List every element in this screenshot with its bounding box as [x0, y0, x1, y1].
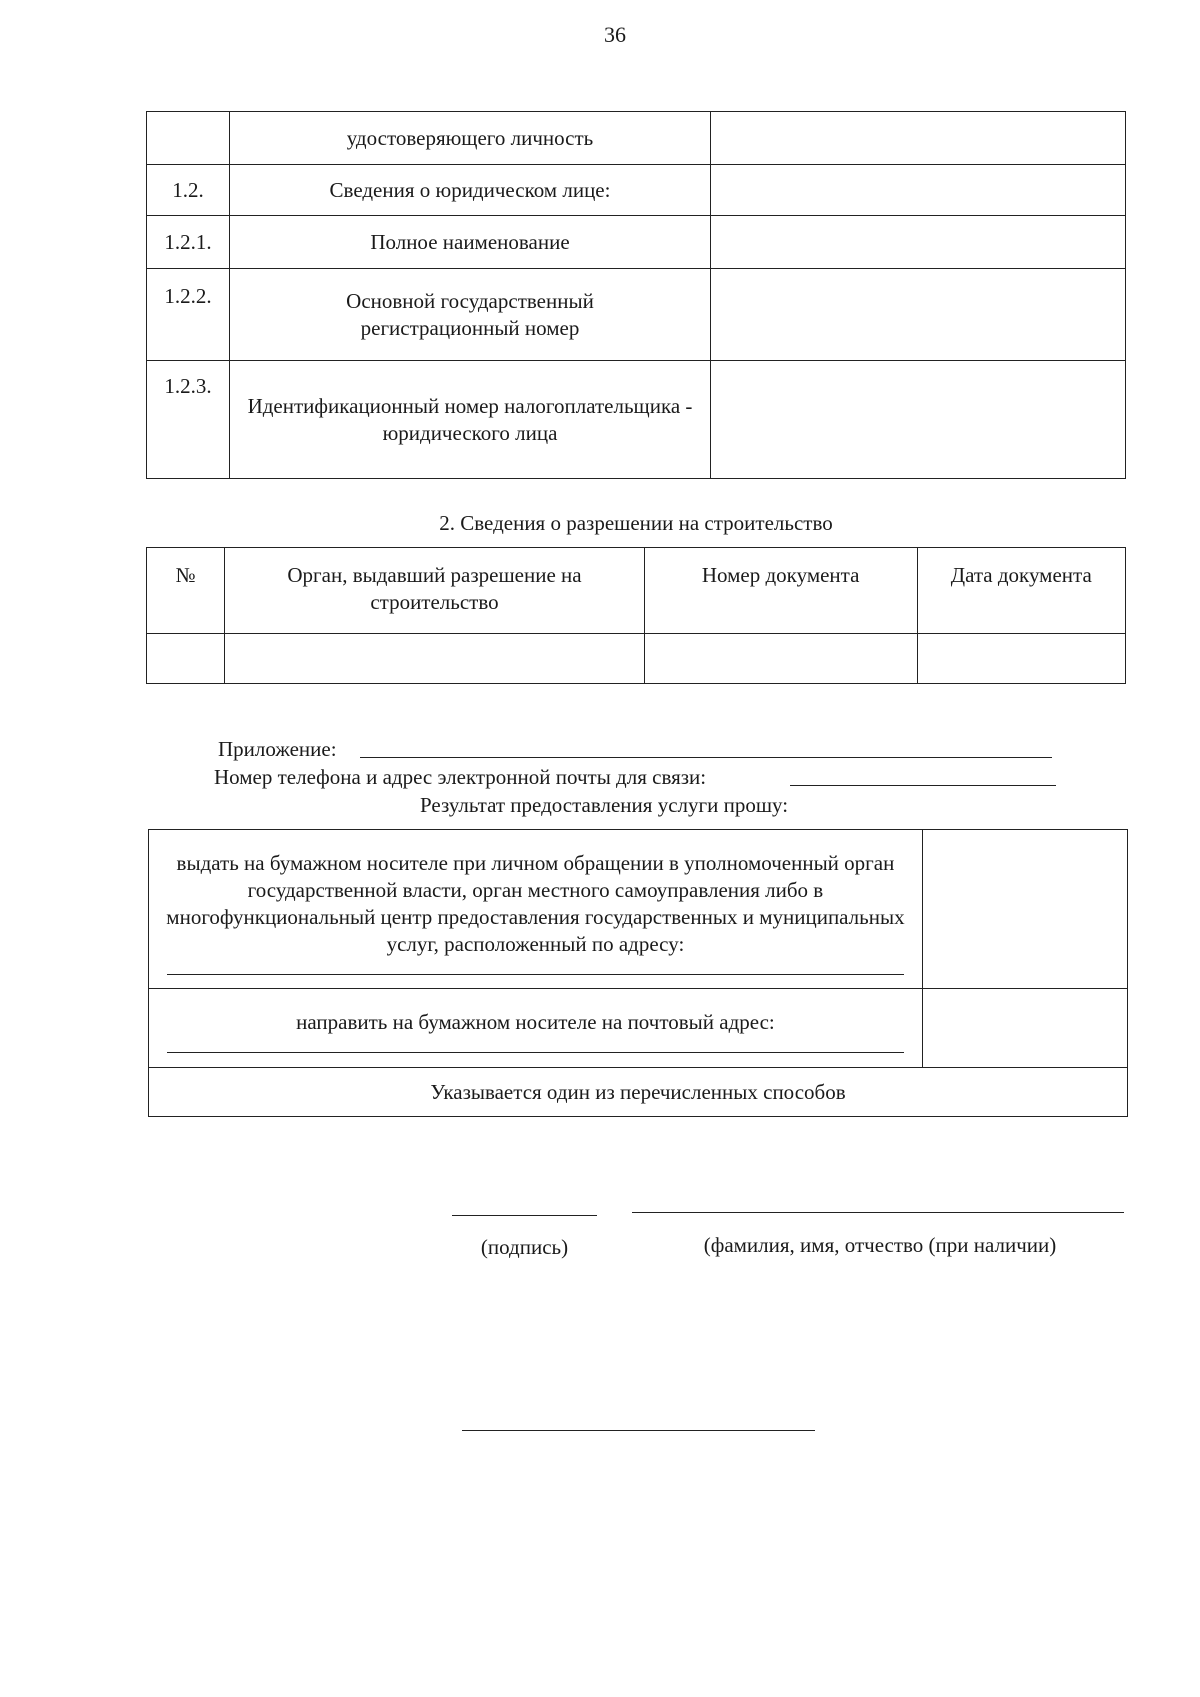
contact-input-line[interactable] [790, 785, 1056, 786]
header-document-number: Номер документа [644, 548, 917, 634]
header-number: № [147, 548, 225, 634]
applicant-info-table [146, 111, 1126, 479]
row-number: 1.2.3. [147, 361, 230, 479]
table-row [147, 216, 1126, 269]
table-header-row [147, 548, 1126, 634]
row-label: Полное наименование [230, 216, 711, 269]
option-in-person [149, 830, 923, 989]
table-row [147, 634, 1126, 684]
row-label: Идентификационный номер налогоплательщика - юридического лица [230, 361, 711, 479]
option-in-person-text: выдать на бумажном носителе при личном обращении в уполномоченный орган государственной власти, орган местного самоуправления либо в многофункциональный центр предоставления государственных и муниципальных услуг, расположенный по адресу: [166, 850, 905, 956]
cell-number[interactable] [147, 634, 225, 684]
table-row [147, 361, 1126, 479]
option-by-mail-text: направить на бумажном носителе на почтовый адрес: [296, 1010, 775, 1034]
option-in-person-checkbox[interactable] [922, 830, 1127, 989]
options-note: Указывается один из перечисленных способов [149, 1068, 1128, 1117]
table-row [147, 112, 1126, 165]
attachment-input-line[interactable] [360, 757, 1052, 758]
cell-document-date[interactable] [917, 634, 1125, 684]
row-value-field[interactable] [711, 165, 1126, 216]
option-by-mail-checkbox[interactable] [922, 989, 1127, 1068]
result-options-table [148, 829, 1128, 1117]
note-row [149, 1068, 1128, 1117]
row-label: Сведения о юридическом лице: [230, 165, 711, 216]
row-number [147, 112, 230, 165]
table-row [147, 269, 1126, 361]
row-number: 1.2. [147, 165, 230, 216]
contact-label: Номер телефона и адрес электронной почты для связи: [214, 765, 707, 789]
full-name-line[interactable] [632, 1212, 1124, 1213]
office-address-line[interactable] [167, 968, 904, 975]
row-number: 1.2.2. [147, 269, 230, 361]
option-row [149, 989, 1128, 1068]
result-request-label: Результат предоставления услуги прошу: [420, 793, 789, 817]
cell-issuing-authority[interactable] [225, 634, 644, 684]
row-value-field[interactable] [711, 216, 1126, 269]
permit-table [146, 547, 1126, 684]
option-row [149, 830, 1128, 989]
table-row [147, 165, 1126, 216]
row-value-field[interactable] [711, 361, 1126, 479]
attachment-label: Приложение: [218, 737, 337, 761]
header-issuing-authority: Орган, выдавший разрешение на строительство [225, 548, 644, 634]
row-value-field[interactable] [711, 112, 1126, 165]
postal-address-line[interactable] [167, 1046, 904, 1053]
signature-caption: (подпись) [480, 1235, 569, 1259]
header-document-date: Дата документа [917, 548, 1125, 634]
option-by-mail [149, 989, 923, 1068]
row-label: удостоверяющего личность [230, 112, 711, 165]
permit-section-title: 2. Сведения о разрешении на строительство [439, 511, 833, 535]
row-number: 1.2.1. [147, 216, 230, 269]
full-name-caption: (фамилия, имя, отчество (при наличии) [703, 1233, 1057, 1257]
cell-document-number[interactable] [644, 634, 917, 684]
row-label: Основной государственный регистрационный номер [230, 269, 711, 361]
row-value-field[interactable] [711, 269, 1126, 361]
signature-line[interactable] [452, 1215, 597, 1216]
page-number: 36 [604, 22, 626, 47]
date-line[interactable] [462, 1430, 815, 1431]
